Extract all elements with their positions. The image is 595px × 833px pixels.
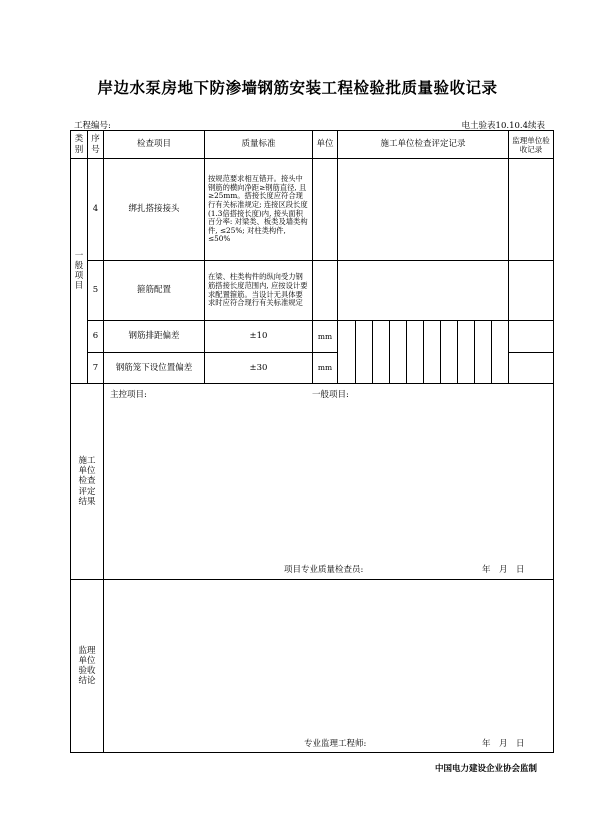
supervisor-cell[interactable] bbox=[509, 352, 554, 384]
header-standard: 质量标准 bbox=[205, 131, 313, 159]
measurement-grid bbox=[338, 352, 509, 384]
header-row bbox=[71, 131, 554, 159]
supervisor-cell[interactable] bbox=[509, 261, 554, 321]
supervision-label: 监理单位验收结论 bbox=[71, 580, 104, 753]
category-general: 一般项目 bbox=[71, 159, 88, 384]
measurement-cell[interactable] bbox=[406, 352, 423, 383]
measurement-cells bbox=[338, 352, 508, 383]
unit-cell: mm bbox=[313, 321, 338, 353]
table-row bbox=[71, 159, 554, 261]
supervision-area[interactable] bbox=[104, 580, 554, 753]
measurement-cell[interactable] bbox=[440, 352, 457, 383]
measurement-cell[interactable] bbox=[355, 352, 372, 383]
inspection-table bbox=[70, 130, 554, 753]
supervisor-cell[interactable] bbox=[509, 321, 554, 353]
unit-cell: mm bbox=[313, 352, 338, 384]
construction-date: 年 月 日 bbox=[482, 565, 525, 575]
form-code: 电土验表10.10.4续表 bbox=[461, 121, 545, 131]
seq-cell: 6 bbox=[88, 321, 104, 353]
supervising-engineer-label: 专业监理工程师: bbox=[304, 739, 367, 749]
unit-cell bbox=[313, 159, 338, 261]
measurement-cells bbox=[338, 321, 508, 352]
measurement-cell[interactable] bbox=[440, 321, 457, 352]
table-row bbox=[71, 321, 554, 353]
measurement-cell[interactable] bbox=[423, 321, 440, 352]
measurement-cell[interactable] bbox=[491, 321, 508, 352]
measurement-cell[interactable] bbox=[389, 321, 406, 352]
header-category: 类别 bbox=[71, 131, 88, 159]
measurement-cell[interactable] bbox=[372, 321, 389, 352]
measurement-cell[interactable] bbox=[474, 352, 491, 383]
seq-cell: 7 bbox=[88, 352, 104, 384]
supervisor-cell[interactable] bbox=[509, 159, 554, 261]
measurement-cell[interactable] bbox=[423, 352, 440, 383]
header-item: 检查项目 bbox=[104, 131, 205, 159]
measurement-cell[interactable] bbox=[372, 352, 389, 383]
seq-cell: 5 bbox=[88, 261, 104, 321]
header-supervisor: 监理单位验收记录 bbox=[509, 131, 554, 159]
item-cell: 钢筋排距偏差 bbox=[104, 321, 205, 353]
page-title: 岸边水泵房地下防渗墙钢筋安装工程检验批质量验收记录 bbox=[97, 79, 498, 97]
standard-cell: ±30 bbox=[205, 352, 313, 384]
project-number-label: 工程编号: bbox=[74, 121, 111, 131]
record-cell[interactable] bbox=[338, 261, 509, 321]
table-row bbox=[71, 352, 554, 384]
construction-result-row bbox=[71, 384, 554, 580]
main-items-label: 主控项目: bbox=[110, 390, 147, 400]
standard-cell: 按规范要求相互错开。接头中钢筋的横向净距≥钢筋直径, 且≥25mm。搭接长度应符合现行有关标准规定; 连接区段长度(1.3倍搭接长度)内, 接头面积百分率: 对梁类、板类及墙类构件, ≤25%; 对柱类构件, ≤50% bbox=[205, 159, 313, 261]
table-row bbox=[71, 261, 554, 321]
standard-cell: 在梁、柱类构件的纵向受力钢筋搭接长度范围内, 应按设计要求配置箍筋。当设计无具体要求时应符合现行有关标准规定 bbox=[205, 261, 313, 321]
supervision-row bbox=[71, 580, 554, 753]
general-items-label: 一般项目: bbox=[312, 390, 349, 400]
measurement-cell[interactable] bbox=[338, 321, 355, 352]
footer-issuer: 中国电力建设企业协会监制 bbox=[434, 764, 537, 774]
measurement-cell[interactable] bbox=[474, 321, 491, 352]
seq-cell: 4 bbox=[88, 159, 104, 261]
measurement-cell[interactable] bbox=[491, 352, 508, 383]
item-cell: 钢筋笼下设位置偏差 bbox=[104, 352, 205, 384]
measurement-cell[interactable] bbox=[389, 352, 406, 383]
header-record: 施工单位检查评定记录 bbox=[338, 131, 509, 159]
construction-result-area[interactable] bbox=[104, 384, 554, 580]
supervision-date: 年 月 日 bbox=[482, 739, 525, 749]
measurement-cell[interactable] bbox=[355, 321, 372, 352]
header-seq: 序号 bbox=[88, 131, 104, 159]
standard-cell: ±10 bbox=[205, 321, 313, 353]
measurement-cell[interactable] bbox=[457, 352, 474, 383]
item-cell: 绑扎搭接接头 bbox=[104, 159, 205, 261]
item-cell: 箍筋配置 bbox=[104, 261, 205, 321]
measurement-cell[interactable] bbox=[338, 352, 355, 383]
header-unit: 单位 bbox=[313, 131, 338, 159]
construction-result-label: 施工单位检查评定结果 bbox=[71, 384, 104, 580]
record-cell[interactable] bbox=[338, 159, 509, 261]
measurement-cell[interactable] bbox=[406, 321, 423, 352]
measurement-cell[interactable] bbox=[457, 321, 474, 352]
quality-inspector-label: 项目专业质量检查员: bbox=[284, 565, 364, 575]
measurement-grid bbox=[338, 321, 509, 353]
unit-cell bbox=[313, 261, 338, 321]
